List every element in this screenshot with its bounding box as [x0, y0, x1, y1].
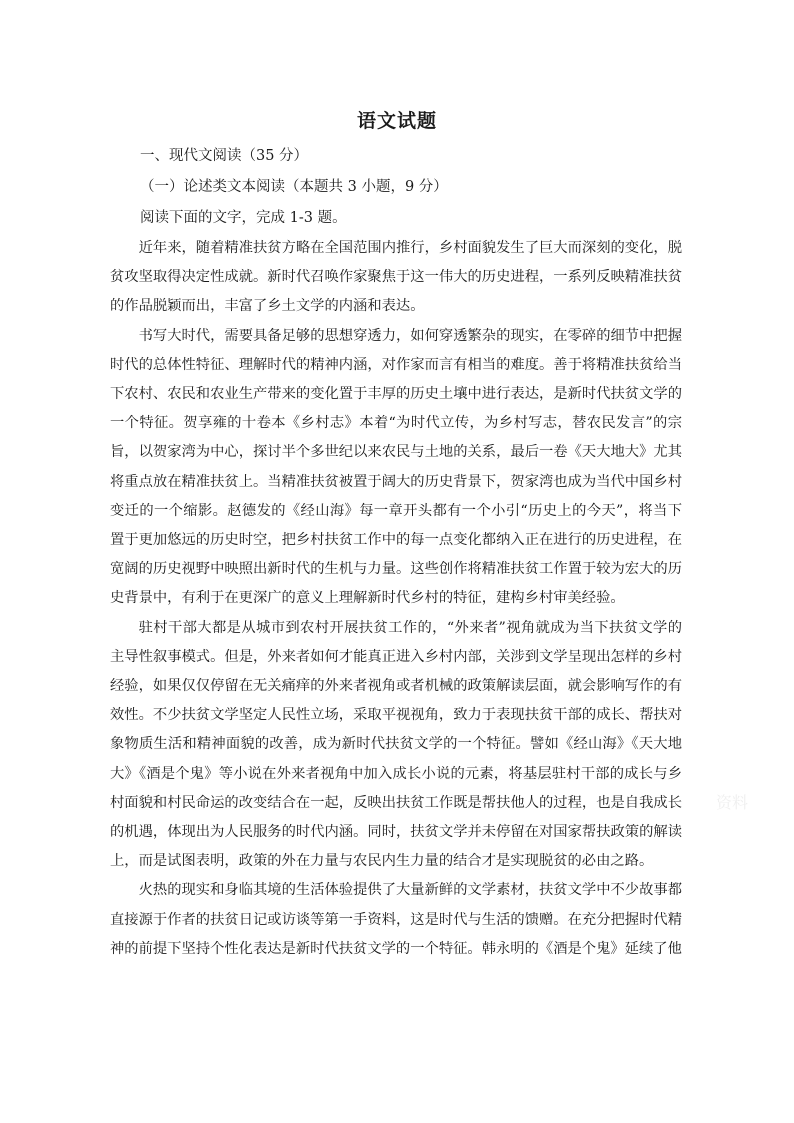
watermark-text: 资料	[716, 793, 749, 812]
paragraph-3: 驻村干部大都是从城市到农村开展扶贫工作的，“外来者”视角就成为当下扶贫文学的主导性叙事模式。但是，外来者如何才能真正进入乡村内部，关涉到文学呈现出怎样的乡村经验，如果仅仅停留在无关痛痒的外来者视角或者机械的政策解读层面，就会影响写作的有效性。不少扶贫文学坚定人民性立场，采取平视视角，致力于表现扶贫干部的成长、帮扶对象物质生活和精神面貌的改善，成为新时代扶贫文学的一个特征。譬如《经山海》《天大地大》《酒是个鬼》等小说在外来者视角中加入成长小说的元素，将基层驻村干部的成长与乡村面貌和村民命运的改变结合在一起，反映出扶贫工作既是帮扶他人的过程，也是自我成长的机遇，体现出为人民服务的时代内涵。同时，扶贫文学并未停留在对国家帮扶政策的解读上，而是试图表明，政策的外在力量与农民内生力量的结合才是实现脱贫的必由之路。	[110, 619, 682, 870]
paragraph-4: 火热的现实和身临其境的生活体验提供了大量新鲜的文学素材，扶贫文学中不少故事都直接源于作者的扶贫日记或访谈等第一手资料，这是时代与生活的馈赠。在充分把握时代精神的前提下坚持个性化表达是新时代扶贫文学的一个特征。韩永明的《酒是个鬼》延续了他	[110, 882, 682, 957]
article-body	[110, 234, 682, 964]
subsection-heading: （一）论述类文本阅读（本题共 3 小题，9 分）	[140, 179, 448, 195]
page-title: 语文试题	[356, 110, 437, 132]
section-heading: 一、现代文阅读（35 分）	[140, 148, 309, 164]
paragraph-1: 近年来，随着精准扶贫方略在全国范围内推行，乡村面貌发生了巨大而深刻的变化，脱贫攻坚取得决定性成就。新时代召唤作家聚焦于这一伟大的历史进程，一系列反映精准扶贫的作品脱颖而出，丰富了乡土文学的内涵和表达。	[110, 240, 682, 315]
reading-instruction: 阅读下面的文字，完成 1-3 题。	[140, 210, 347, 226]
paragraph-2: 书写大时代，需要具备足够的思想穿透力，如何穿透繁杂的现实，在零碎的细节中把握时代的总体性特征、理解时代的精神内涵，对作家而言有相当的难度。善于将精准扶贫给当下农村、农民和农业生产带来的变化置于丰厚的历史土壤中进行表达，是新时代扶贫文学的一个特征。贺享雍的十卷本《乡村志》本着“为时代立传，为乡村写志，替农民发言”的宗旨，以贺家湾为中心，探讨半个多世纪以来农民与土地的关系，最后一卷《天大地大》尤其将重点放在精准扶贫上。当精准扶贫被置于阔大的历史背景下，贺家湾也成为当代中国乡村变迁的一个缩影。赵德发的《经山海》每一章开头都有一个小引“历史上的今天”，将当下置于更加悠远的历史时空，把乡村扶贫工作中的每一点变化都纳入正在进行的历史进程，在宽阔的历史视野中映照出新时代的生机与力量。这些创作将精准扶贫工作置于较为宏大的历史背景中，有利于在更深广的意义上理解新时代乡村的特征，建构乡村审美经验。	[110, 327, 682, 607]
